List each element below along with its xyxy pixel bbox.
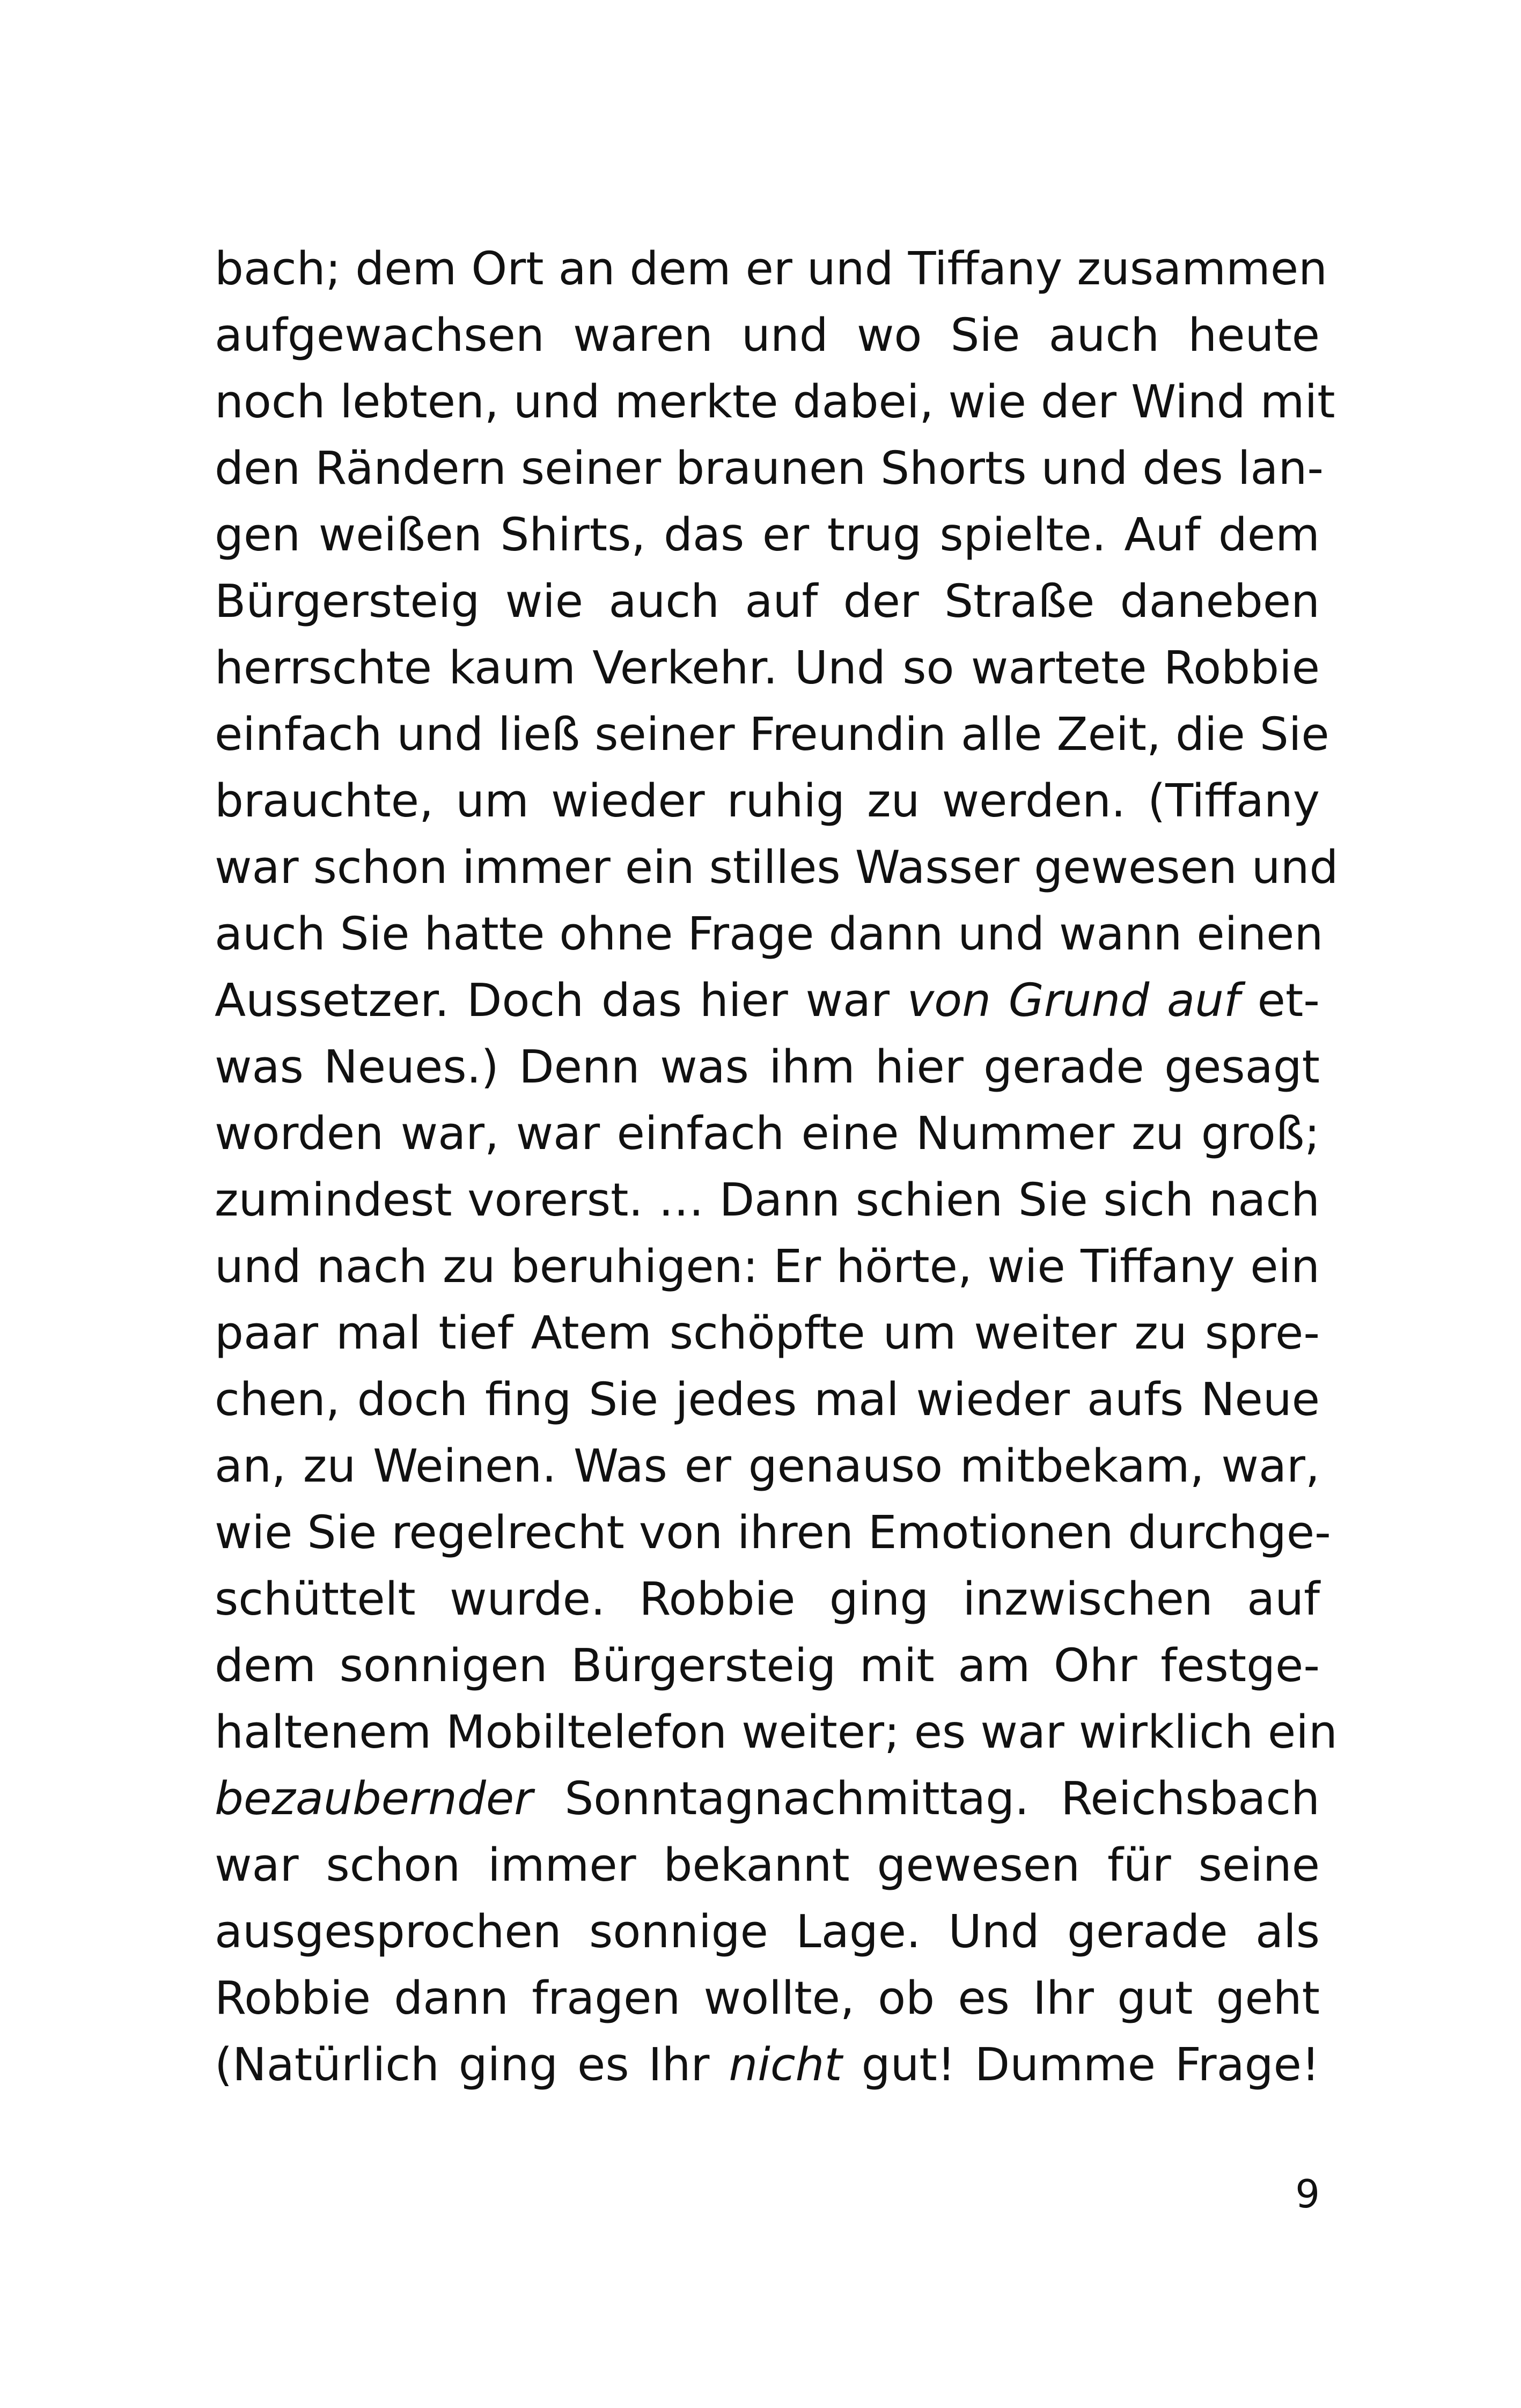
line-text: dem sonnigen Bürgersteig mit am Ohr festge- xyxy=(215,1639,1320,1692)
emphasis-text: bezaubernder xyxy=(215,1772,533,1825)
text-line xyxy=(215,1566,1320,1633)
text-line xyxy=(215,502,1320,569)
line-text: schüttelt wurde. Robbie ging inzwischen auf xyxy=(215,1573,1320,1626)
line-text: Bürgersteig wie auch auf der Straße daneben xyxy=(215,575,1320,628)
line-text: aufgewachsen waren und wo Sie auch heute xyxy=(215,309,1320,362)
text-line xyxy=(215,835,1339,901)
line-text: und nach zu beruhigen: Er hörte, wie Tiffany ein xyxy=(215,1240,1320,1293)
text-line xyxy=(215,768,1320,835)
text-line xyxy=(215,369,1335,436)
line-text: gut! Dumme Frage! xyxy=(842,2038,1320,2092)
text-line xyxy=(215,1965,1320,2032)
line-text: herrschte kaum Verkehr. Und so wartete Robbie xyxy=(215,642,1320,695)
text-line xyxy=(215,1699,1338,1766)
line-text: Sonntagnachmittag. Reichsbach xyxy=(533,1772,1320,1825)
text-line xyxy=(215,303,1320,369)
line-text: haltenem Mobiltelefon weiter; es war wirklich ein xyxy=(215,1706,1338,1759)
text-line xyxy=(215,236,1327,303)
text-line xyxy=(215,1500,1331,1566)
line-text: (Natürlich ging es Ihr xyxy=(215,2038,729,2092)
text-line xyxy=(215,1034,1320,1101)
line-text: Aussetzer. Doch das hier war xyxy=(215,974,907,1027)
text-line xyxy=(215,1433,1320,1500)
line-text: Robbie dann fragen wollte, ob es Ihr gut geht xyxy=(215,1972,1320,2025)
body-text xyxy=(215,236,1339,2098)
text-line xyxy=(215,1367,1320,1433)
line-text: wie Sie regelrecht von ihren Emotionen durchge- xyxy=(215,1506,1331,1559)
line-text: zumindest vorerst. … Dann schien Sie sich nach xyxy=(215,1174,1320,1227)
line-text: worden war, war einfach eine Nummer zu groß; xyxy=(215,1107,1320,1160)
text-line xyxy=(215,569,1320,635)
line-text: an, zu Weinen. Was er genauso mitbekam, war, xyxy=(215,1440,1320,1493)
text-line xyxy=(215,635,1320,702)
text-line xyxy=(215,968,1320,1034)
text-line xyxy=(215,901,1324,968)
text-line xyxy=(215,702,1329,768)
text-line xyxy=(215,1832,1320,1899)
page-number: 9 xyxy=(1295,2171,1320,2216)
line-text: auch Sie hatte ohne Frage dann und wann einen xyxy=(215,908,1324,961)
emphasis-text: nicht xyxy=(729,2038,842,2092)
emphasis-text: von Grund auf xyxy=(907,974,1240,1027)
text-line xyxy=(215,1101,1320,1167)
text-line xyxy=(215,1633,1320,1699)
line-text: den Rändern seiner braunen Shorts und des lan- xyxy=(215,442,1324,495)
text-line xyxy=(215,1899,1320,1965)
line-text: einfach und ließ seiner Freundin alle Zeit, die Sie xyxy=(215,708,1329,761)
text-line xyxy=(215,2032,1320,2098)
line-text: gen weißen Shirts, das er trug spielte. Auf dem xyxy=(215,509,1320,562)
line-text: bach; dem Ort an dem er und Tiffany zusammen xyxy=(215,242,1327,296)
line-text: ausgesprochen sonnige Lage. Und gerade als xyxy=(215,1905,1320,1958)
line-text: et- xyxy=(1239,974,1320,1027)
line-text: chen, doch fing Sie jedes mal wieder aufs Neue xyxy=(215,1373,1320,1426)
text-line xyxy=(215,1300,1320,1367)
text-line xyxy=(215,1167,1320,1234)
line-text: brauchte, um wieder ruhig zu werden. (Tiffany xyxy=(215,775,1320,828)
text-line xyxy=(215,1766,1320,1832)
line-text: noch lebten, und merkte dabei, wie der Wind mit xyxy=(215,375,1335,429)
line-text: war schon immer bekannt gewesen für seine xyxy=(215,1839,1320,1892)
text-line xyxy=(215,436,1324,502)
line-text: was Neues.) Denn was ihm hier gerade gesagt xyxy=(215,1041,1320,1094)
line-text: war schon immer ein stilles Wasser gewesen und xyxy=(215,841,1339,894)
line-text: paar mal tief Atem schöpfte um weiter zu spre- xyxy=(215,1307,1320,1360)
text-line xyxy=(215,1234,1320,1300)
